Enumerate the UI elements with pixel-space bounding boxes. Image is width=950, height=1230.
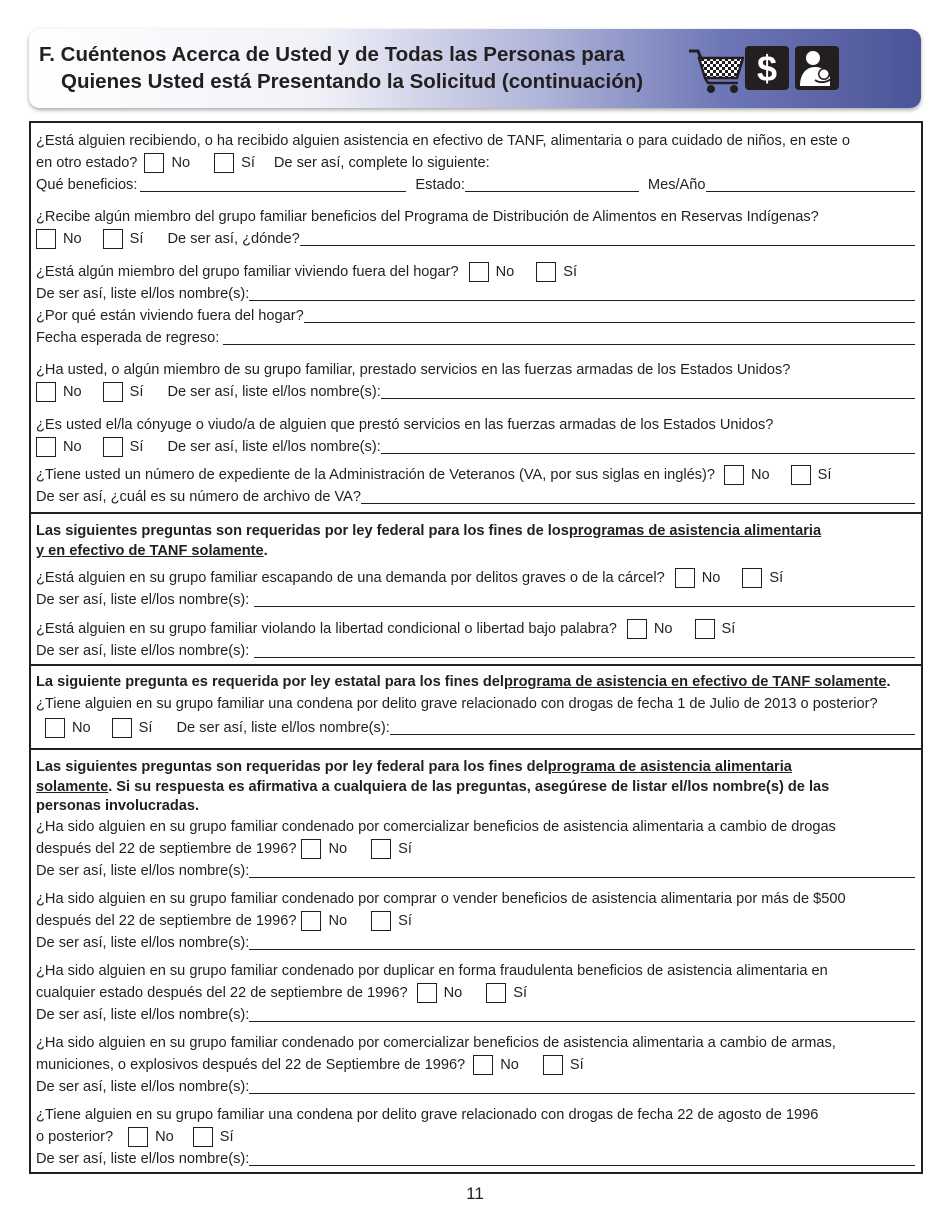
section-title-line2: Quienes Usted está Presentando la Solicitud (continuación) xyxy=(61,70,644,93)
mother-child-icon xyxy=(795,46,839,90)
section-title-line1: F. Cuéntenos Acerca de Usted y de Todas las Personas para xyxy=(39,43,625,66)
duplicate-names-field[interactable] xyxy=(249,1021,915,1022)
question-trafficking-weapons-line2: municiones, o explosivos después del 22 de Septiembre de 1996? No Sí xyxy=(36,1057,584,1073)
shopping-cart-icon xyxy=(689,46,744,94)
section-title xyxy=(39,41,699,95)
question-va-file: ¿Tiene usted un número de expediente de la Administración de Veteranos (VA, por sus siglas en inglés)? No Sí xyxy=(36,467,832,483)
buy-sell-no-checkbox[interactable] xyxy=(301,911,321,931)
living-outside-why-line: ¿Por qué están viviendo fuera del hogar? xyxy=(36,304,915,326)
trafficking-drugs-no-checkbox[interactable] xyxy=(301,839,321,859)
military-names-field[interactable] xyxy=(381,398,915,399)
question-parole: ¿Está alguien en su grupo familiar violando la libertad condicional o libertad bajo palabra? No Sí xyxy=(36,621,736,637)
question-military: ¿Ha usted, o algún miembro de su grupo familiar, prestado servicios en las fuerzas armadas de los Estados Unidos? xyxy=(36,362,791,378)
question-fdpir: ¿Recibe algún miembro del grupo familiar beneficios del Programa de Distribución de Alimentos en Reservas Indígenas? xyxy=(36,209,819,225)
drug-felony-1996-names-field[interactable] xyxy=(249,1165,915,1166)
buy-sell-si-checkbox[interactable] xyxy=(371,911,391,931)
question-military-answer: No Sí De ser así, liste el/los nombre(s): xyxy=(36,380,915,402)
state-field[interactable] xyxy=(465,191,639,192)
trafficking-weapons-si-checkbox[interactable] xyxy=(543,1055,563,1075)
federal-snap-section xyxy=(31,748,921,1174)
month-year-field[interactable] xyxy=(706,191,915,192)
parole-names-field[interactable] xyxy=(254,657,915,658)
spouse-veteran-no-checkbox[interactable] xyxy=(36,437,56,457)
military-no-checkbox[interactable] xyxy=(36,382,56,402)
dollar-sign-icon xyxy=(745,46,789,90)
living-outside-names-line: De ser así, liste el/los nombre(s): xyxy=(36,282,915,304)
question-drug-felony-2013-answer: No Sí De ser así, liste el/los nombre(s): xyxy=(45,716,915,738)
drug-felony-1996-names-line: De ser así, liste el/los nombre(s): xyxy=(36,1147,915,1169)
trafficking-drugs-names-line: De ser así, liste el/los nombre(s): xyxy=(36,859,915,881)
section-header xyxy=(29,29,921,108)
fdpir-no-checkbox[interactable] xyxy=(36,229,56,249)
tanf-si-checkbox[interactable] xyxy=(214,153,234,173)
duplicate-names-line: De ser así, liste el/los nombre(s): xyxy=(36,1003,915,1025)
question-duplicate-line2: cualquier estado después del 22 de septiembre de 1996? No Sí xyxy=(36,985,528,1001)
fleeing-names-line: De ser así, liste el/los nombre(s): xyxy=(36,588,915,610)
question-tanf-line1: ¿Está alguien recibiendo, o ha recibido alguien asistencia en efectivo de TANF, alimentaria o para cuidado de niños, en este o xyxy=(36,133,850,149)
trafficking-drugs-names-field[interactable] xyxy=(249,877,915,878)
question-spouse-veteran: ¿Es usted el/la cónyuge o viudo/a de alguien que prestó servicios en las fuerzas armadas de los Estados Unidos? xyxy=(36,417,774,433)
tanf-no-checkbox[interactable] xyxy=(144,153,164,173)
living-outside-why-field[interactable] xyxy=(304,322,915,323)
spouse-veteran-si-checkbox[interactable] xyxy=(103,437,123,457)
federal-snap-tanf-intro-line2: y en efectivo de TANF solamente . xyxy=(36,543,268,559)
question-buy-sell-line1: ¿Ha sido alguien en su grupo familiar condenado por comprar o vender beneficios de asistencia alimentaria por más de $500 xyxy=(36,891,846,907)
page-number: 11 xyxy=(466,1184,484,1203)
living-outside-si-checkbox[interactable] xyxy=(536,262,556,282)
drug-felony-1996-no-checkbox[interactable] xyxy=(128,1127,148,1147)
federal-snap-tanf-intro-line1: Las siguientes preguntas son requeridas por ley federal para los fines de los programas de asistencia alimentaria xyxy=(36,523,822,539)
federal-snap-intro-line3: personas involucradas. xyxy=(36,798,200,814)
return-date-field[interactable] xyxy=(223,344,915,345)
duplicate-no-checkbox[interactable] xyxy=(417,983,437,1003)
federal-snap-intro-line2: solamente . Si su respuesta es afirmativa a cualquiera de las preguntas, asegúrese de listar el/los nombre(s) de las xyxy=(36,779,830,795)
svg-text:$: $ xyxy=(756,48,778,89)
parole-si-checkbox[interactable] xyxy=(695,619,715,639)
va-file-si-checkbox[interactable] xyxy=(791,465,811,485)
living-outside-names-field[interactable] xyxy=(249,300,915,301)
parole-names-line: De ser así, liste el/los nombre(s): xyxy=(36,639,915,661)
state-tanf-intro: La siguiente pregunta es requerida por ley estatal para los fines del programa de asistencia en efectivo de TANF solamente . xyxy=(36,674,891,690)
return-date-line: Fecha esperada de regreso: xyxy=(36,326,915,348)
question-trafficking-weapons-line1: ¿Ha sido alguien en su grupo familiar condenado por comercializar beneficios de asistencia alimentaria a cambio de armas, xyxy=(36,1035,836,1051)
question-tanf-line2: en otro estado? No Sí De ser así, complete lo siguiente: xyxy=(36,155,490,171)
trafficking-weapons-no-checkbox[interactable] xyxy=(473,1055,493,1075)
question-drug-felony-1996-line2: o posterior? No Sí xyxy=(36,1129,234,1145)
general-questions-section xyxy=(31,123,921,512)
military-si-checkbox[interactable] xyxy=(103,382,123,402)
duplicate-si-checkbox[interactable] xyxy=(486,983,506,1003)
fleeing-names-field[interactable] xyxy=(254,606,915,607)
fdpir-si-checkbox[interactable] xyxy=(103,229,123,249)
question-fdpir-answer: No Sí De ser así, ¿dónde? xyxy=(36,227,915,249)
fleeing-si-checkbox[interactable] xyxy=(742,568,762,588)
question-trafficking-drugs-line2: después del 22 de septiembre de 1996? No Sí xyxy=(36,841,412,857)
drug-felony-1996-si-checkbox[interactable] xyxy=(193,1127,213,1147)
va-file-no-checkbox[interactable] xyxy=(724,465,744,485)
trafficking-weapons-names-field[interactable] xyxy=(249,1093,915,1094)
question-buy-sell-line2: después del 22 de septiembre de 1996? No Sí xyxy=(36,913,412,929)
buy-sell-names-field[interactable] xyxy=(249,949,915,950)
trafficking-weapons-names-line: De ser así, liste el/los nombre(s): xyxy=(36,1075,915,1097)
trafficking-drugs-si-checkbox[interactable] xyxy=(371,839,391,859)
va-file-number-line: De ser así, ¿cuál es su número de archivo de VA? xyxy=(36,485,915,507)
state-tanf-section xyxy=(31,664,921,750)
form-panel xyxy=(29,121,923,1174)
va-file-number-field[interactable] xyxy=(361,503,915,504)
benefits-field[interactable] xyxy=(140,191,406,192)
fdpir-where-field[interactable] xyxy=(300,245,915,246)
question-trafficking-drugs-line1: ¿Ha sido alguien en su grupo familiar condenado por comercializar beneficios de asistencia alimentaria a cambio de drogas xyxy=(36,819,836,835)
question-living-outside: ¿Está algún miembro del grupo familiar viviendo fuera del hogar? No Sí xyxy=(36,264,578,280)
tanf-details-line: Qué beneficios: Estado: Mes/Año xyxy=(36,173,915,195)
question-drug-felony-1996-line1: ¿Tiene alguien en su grupo familiar una condena por delito grave relacionado con drogas de fecha 22 de agosto de 1996 xyxy=(36,1107,819,1123)
parole-no-checkbox[interactable] xyxy=(627,619,647,639)
question-spouse-veteran-answer: No Sí De ser así, liste el/los nombre(s): xyxy=(36,435,915,457)
question-fleeing: ¿Está alguien en su grupo familiar escapando de una demanda por delitos graves o de la cárcel? No Sí xyxy=(36,570,784,586)
drug-felony-2013-no-checkbox[interactable] xyxy=(45,718,65,738)
drug-felony-2013-si-checkbox[interactable] xyxy=(112,718,132,738)
spouse-veteran-names-field[interactable] xyxy=(381,453,915,454)
living-outside-no-checkbox[interactable] xyxy=(469,262,489,282)
question-duplicate-line1: ¿Ha sido alguien en su grupo familiar condenado por duplicar en forma fraudulenta beneficios de asistencia alimentaria en xyxy=(36,963,828,979)
federal-snap-tanf-section xyxy=(31,512,921,666)
buy-sell-names-line: De ser así, liste el/los nombre(s): xyxy=(36,931,915,953)
fleeing-no-checkbox[interactable] xyxy=(675,568,695,588)
question-drug-felony-2013: ¿Tiene alguien en su grupo familiar una condena por delito grave relacionado con drogas de fecha 1 de Julio de 2013 o posterior? xyxy=(36,696,878,712)
federal-snap-intro-line1: Las siguientes preguntas son requeridas por ley federal para los fines del programa de asistencia alimentaria xyxy=(36,759,792,775)
drug-felony-2013-names-field[interactable] xyxy=(390,734,915,735)
